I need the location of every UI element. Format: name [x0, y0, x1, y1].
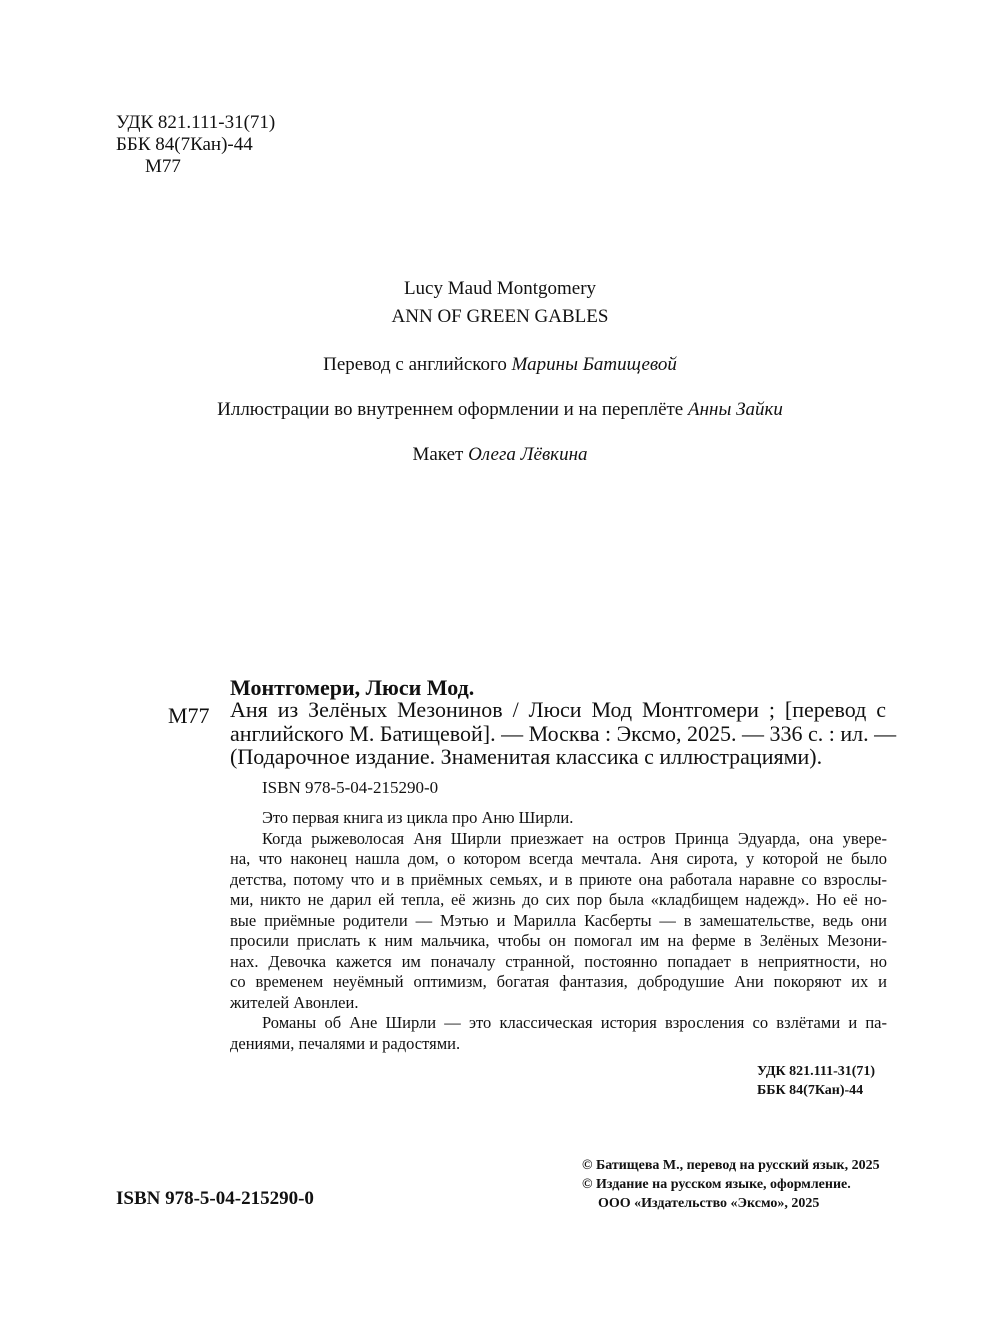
annotation-line: вые приёмные родители — Мэтью и Марилла Касберты — в замешательстве, ведь они — [230, 910, 887, 930]
annotation-line: дениями, печалями и радостями. — [230, 1033, 461, 1053]
classification-codes-top — [116, 112, 275, 178]
author-mark: М77 — [145, 156, 181, 177]
illustrations-credit — [0, 399, 1000, 421]
annotation-line: Когда рыжеволосая Аня Ширли приезжает на остров Принца Эдуарда, она уверe- — [262, 828, 887, 848]
layout-designer-name: Олега Лёвкина — [468, 444, 588, 465]
annotation — [230, 808, 887, 1054]
original-title: ANN OF GREEN GABLES — [391, 306, 609, 327]
translator-name: Марины Батищевой — [511, 354, 677, 375]
translation-prefix: Перевод с английского — [323, 354, 512, 375]
catalog-line: Аня из Зелёных Мезонинов / Люси Мод Монтгомери ; [перевод с — [230, 697, 886, 722]
catalog-author-mark: М77 — [168, 703, 210, 728]
copyright-line: ООО «Издательство «Эксмо», 2025 — [598, 1196, 820, 1211]
annotation-line: на, что наконец нашла дом, о котором всегда мечтала. Аня сирота, у которой не было — [230, 849, 887, 868]
copyright-line: © Издание на русском языке, оформление. — [582, 1177, 851, 1192]
annotation-line: со временем неуёмный оптимизм, богатая фантазия, добродушие Ани покоряют их и — [230, 972, 887, 991]
catalog-description — [230, 697, 897, 769]
layout-prefix: Макет — [412, 444, 469, 465]
annotation-line: Романы об Ане Ширли — это классическая история взросления со взлётами и па- — [262, 1013, 887, 1032]
translation-credit — [0, 354, 1000, 376]
bbk-code-right: ББК 84(7Кан)-44 — [757, 1083, 864, 1098]
original-author: Lucy Maud Montgomery — [403, 278, 597, 299]
catalog-isbn: ISBN 978-5-04-215290-0 — [262, 778, 439, 797]
illustrator-name: Анны Зайки — [688, 399, 783, 420]
annotation-line: ми, никто не дарил ей тепла, её жизнь до сих пор была «кладбищем надежд». Но её но- — [230, 890, 887, 909]
classification-codes-right — [757, 1062, 875, 1100]
udk-code: УДК 821.111-31(71) — [116, 112, 276, 133]
annotation-line: детства, потому что и в приёмных семьях, и в приюте она работала наравне со взрослы- — [230, 869, 887, 889]
udk-code-right: УДК 821.111-31(71) — [757, 1064, 876, 1079]
isbn-bottom: ISBN 978-5-04-215290-0 — [116, 1188, 314, 1209]
bbk-code: ББК 84(7Кан)-44 — [116, 134, 253, 155]
copyright-line: © Батищева М., перевод на русский язык, 2025 — [582, 1158, 880, 1173]
catalog-line: (Подарочное издание. Знаменитая классика с иллюстрациями). — [230, 744, 823, 769]
catalog-line: английского М. Батищевой]. — Москва : Эксмо, 2025. — 336 с. : ил. — — [230, 720, 897, 746]
annotation-line: Это первая книга из цикла про Аню Ширли. — [262, 808, 574, 827]
catalog-heading: Монтгомери, Люси Мод. — [230, 675, 475, 700]
layout-credit — [0, 444, 1000, 466]
annotation-line: жителей Авонлеи. — [230, 992, 359, 1012]
annotation-line: нах. Девочка кажется им поначалу странной, постоянно попадает в неприятности, но — [230, 951, 887, 971]
annotation-line: просили прислать к ним мальчика, чтобы он помогал им на ферме в Зелёных Мезони- — [230, 931, 887, 950]
illustrations-prefix: Иллюстрации во внутреннем оформлении и на переплёте — [217, 399, 688, 420]
copyright-block — [582, 1156, 880, 1213]
